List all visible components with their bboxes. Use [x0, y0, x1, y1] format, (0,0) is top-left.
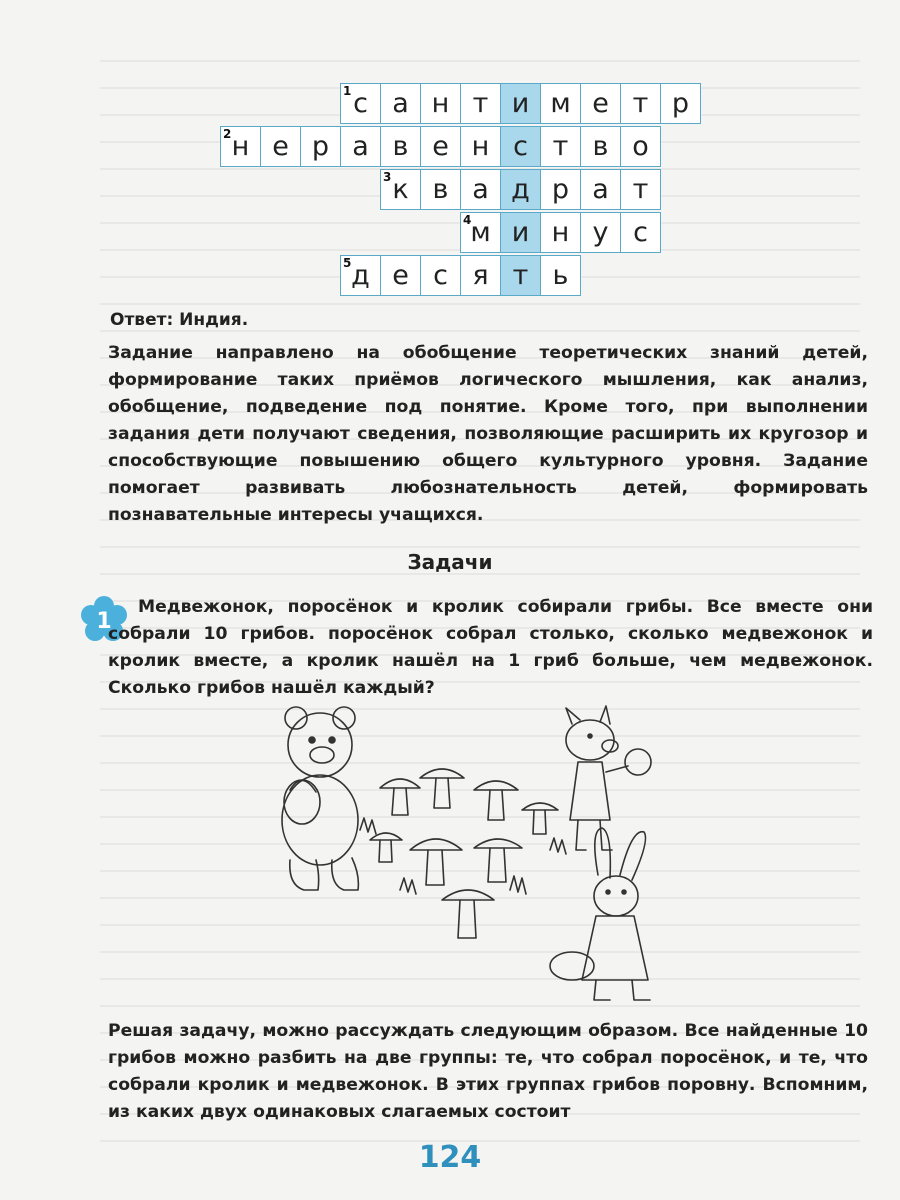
crossword-letter: а	[592, 174, 609, 205]
crossword-letter: р	[551, 174, 570, 205]
crossword-letter: ь	[552, 260, 569, 291]
crossword-cell	[380, 83, 421, 124]
crossword-cell	[340, 83, 381, 124]
crossword-key-cell	[500, 169, 541, 210]
crossword-cell	[460, 169, 501, 210]
solution-paragraph: Решая задачу, можно рассуждать следующим образом. Все найденные 10 грибов можно разбить на две группы: те, что собрал поросёнок, и те, что собрали кролик и медвежонок. В этих группах грибов поровну. Вспомним, из каких двух одинаковых слагаемых состоит	[108, 1021, 868, 1122]
crossword-row-2	[221, 126, 661, 169]
task-number: 1	[96, 609, 112, 634]
crossword-letter: я	[472, 260, 489, 291]
crossword-letter: с	[353, 88, 368, 119]
crossword-letter: а	[392, 88, 409, 119]
explanation-paragraph: Задание направлено на обобщение теоретических знаний детей, формирование таких приёмов логического мышления, как анализ, обобщение, подведение под понятие. Кроме того, при выполнении задания дети получают сведения, позволяющие расширить их кругозор и способствующие повышению общего культурного уровня. Задание помогает развивать любознательность детей, формировать познавательные интересы учащихся.	[108, 343, 868, 525]
crossword-letter: и	[511, 217, 530, 248]
crossword-letter: с	[433, 260, 448, 291]
crossword-cell	[220, 126, 261, 167]
crossword-letter: в	[592, 131, 609, 162]
crossword-cell	[540, 255, 581, 296]
crossword-letter: д	[351, 260, 370, 291]
crossword-cell	[580, 126, 621, 167]
crossword-letter: у	[592, 217, 609, 248]
crossword-letter: р	[311, 131, 330, 162]
crossword-clue-number: 4	[463, 213, 472, 227]
crossword-letter: в	[432, 174, 449, 205]
crossword-cell	[300, 126, 341, 167]
crossword-letter: е	[272, 131, 289, 162]
crossword-key-cell	[500, 83, 541, 124]
section-title: Задачи	[407, 550, 493, 574]
crossword-cell	[620, 126, 661, 167]
crossword-letter: в	[392, 131, 409, 162]
crossword-letter: с	[513, 131, 528, 162]
crossword-cell	[420, 126, 461, 167]
crossword-cell	[540, 83, 581, 124]
task-text: Медвежонок, поросёнок и кролик собирали грибы. Все вместе они собрали 10 грибов. поросёнок собрал столько, сколько медвежонок и кролик вместе, а кролик нашёл на 1 гриб больше, чем медвежонок. Сколько грибов нашёл каждый?	[108, 597, 873, 698]
crossword-letter: и	[511, 88, 530, 119]
crossword-clue-number: 5	[343, 256, 352, 270]
answer-line: Ответ: Индия.	[110, 310, 249, 330]
crossword-cell	[260, 126, 301, 167]
page-number: 124	[418, 1140, 482, 1175]
crossword-letter: т	[472, 88, 489, 119]
crossword-cell	[420, 169, 461, 210]
crossword-cell	[420, 255, 461, 296]
crossword-row-1	[341, 83, 701, 126]
crossword-letter: т	[552, 131, 569, 162]
crossword-grid	[0, 0, 900, 300]
crossword-cell	[460, 212, 501, 253]
crossword-letter: м	[550, 88, 571, 119]
crossword-letter: е	[432, 131, 449, 162]
crossword-cell	[340, 255, 381, 296]
piglet-icon	[566, 706, 651, 850]
crossword-row-5	[341, 255, 581, 298]
crossword-clue-number: 2	[223, 127, 232, 141]
crossword-cell	[620, 169, 661, 210]
crossword-letter: н	[431, 88, 450, 119]
crossword-letter: т	[512, 260, 529, 291]
crossword-cell	[420, 83, 461, 124]
crossword-row-4	[461, 212, 661, 255]
crossword-letter: н	[231, 131, 250, 162]
crossword-cell	[580, 83, 621, 124]
animals-mushrooms-illustration	[260, 700, 780, 1005]
crossword-cell	[380, 169, 421, 210]
crossword-cell	[380, 255, 421, 296]
crossword-letter: с	[633, 217, 648, 248]
crossword-key-cell	[500, 255, 541, 296]
crossword-clue-number: 1	[343, 84, 352, 98]
bear-cub-icon	[282, 707, 358, 890]
crossword-cell	[460, 126, 501, 167]
crossword-cell	[460, 83, 501, 124]
crossword-cell	[580, 169, 621, 210]
crossword-cell	[340, 126, 381, 167]
crossword-letter: о	[632, 131, 649, 162]
crossword-letter: а	[472, 174, 489, 205]
crossword-cell	[460, 255, 501, 296]
crossword-letter: н	[471, 131, 490, 162]
crossword-letter: т	[632, 88, 649, 119]
crossword-letter: н	[551, 217, 570, 248]
crossword-letter: к	[392, 174, 409, 205]
crossword-cell	[380, 126, 421, 167]
crossword-cell	[540, 169, 581, 210]
crossword-cell	[620, 83, 661, 124]
crossword-clue-number: 3	[383, 170, 392, 184]
crossword-letter: м	[470, 217, 491, 248]
crossword-row-3	[381, 169, 661, 212]
crossword-letter: т	[632, 174, 649, 205]
crossword-cell	[540, 126, 581, 167]
crossword-key-cell	[500, 126, 541, 167]
crossword-cell	[620, 212, 661, 253]
crossword-cell	[580, 212, 621, 253]
crossword-letter: е	[592, 88, 609, 119]
crossword-cell	[660, 83, 701, 124]
crossword-letter: р	[671, 88, 690, 119]
crossword-letter: а	[352, 131, 369, 162]
rabbit-icon	[550, 828, 650, 1000]
crossword-key-cell	[500, 212, 541, 253]
mushrooms-icon	[370, 769, 558, 938]
crossword-letter: д	[511, 174, 530, 205]
crossword-cell	[540, 212, 581, 253]
crossword-letter: е	[392, 260, 409, 291]
